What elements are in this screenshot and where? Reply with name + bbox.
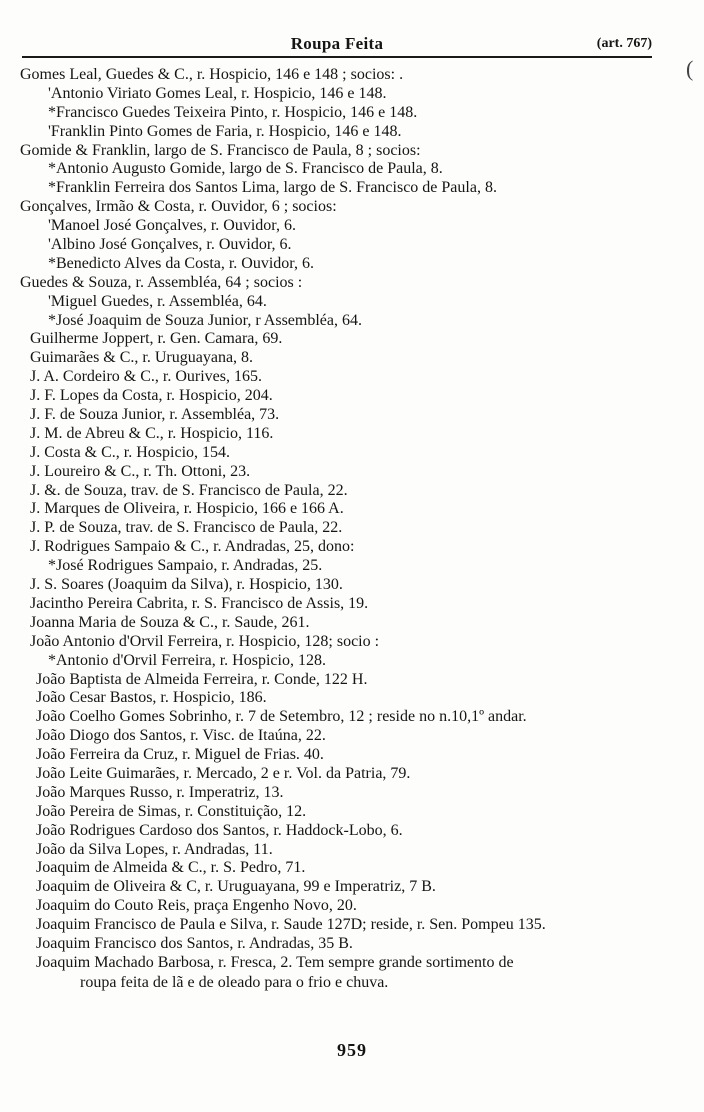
list-item: J. A. Cordeiro & C., r. Ourives, 165. xyxy=(30,368,262,386)
page-header xyxy=(22,32,652,56)
directory-listing xyxy=(0,66,704,993)
article-reference: (art. 767) xyxy=(596,36,652,51)
list-item: Joaquim Francisco de Paula e Silva, r. Saude 127D; reside, r. Sen. Pompeu 135. xyxy=(36,916,546,934)
list-item: 'Miguel Guedes, r. Assembléa, 64. xyxy=(48,292,267,310)
list-item: Gonçalves, Irmão & Costa, r. Ouvidor, 6 ; socios: xyxy=(20,198,337,216)
list-item: Guilherme Joppert, r. Gen. Camara, 69. xyxy=(30,330,283,348)
list-item: J. &. de Souza, trav. de S. Francisco de Paula, 22. xyxy=(30,481,348,499)
list-item: Jacintho Pereira Cabrita, r. S. Francisco de Assis, 19. xyxy=(30,594,369,612)
list-item: Joaquim de Oliveira & C, r. Uruguayana, 99 e Imperatriz, 7 B. xyxy=(36,878,436,896)
list-item: Joaquim de Almeida & C., r. S. Pedro, 71. xyxy=(36,859,306,877)
list-item: 'Manoel José Gonçalves, r. Ouvidor, 6. xyxy=(48,217,296,235)
list-item: Gomide & Franklin, largo de S. Francisco de Paula, 8 ; socios: xyxy=(20,141,421,159)
list-item: Guedes & Souza, r. Assembléa, 64 ; socios : xyxy=(20,273,303,291)
list-item: *Francisco Guedes Teixeira Pinto, r. Hospicio, 146 e 148. xyxy=(48,103,418,121)
list-item: João Marques Russo, r. Imperatriz, 13. xyxy=(36,783,284,801)
list-item: João Antonio d'Orvil Ferreira, r. Hospicio, 128; socio : xyxy=(30,632,380,650)
list-item: João da Silva Lopes, r. Andradas, 11. xyxy=(36,840,273,858)
list-item: João Pereira de Simas, r. Constituição, 12. xyxy=(36,802,307,820)
list-item: *Antonio Augusto Gomide, largo de S. Francisco de Paula, 8. xyxy=(48,160,443,178)
list-item: J. F. de Souza Junior, r. Assembléa, 73. xyxy=(30,406,280,424)
list-item: Gomes Leal, Guedes & C., r. Hospicio, 146 e 148 ; socios: . xyxy=(20,66,404,83)
list-item: João Diogo dos Santos, r. Visc. de Itaúna, 22. xyxy=(36,727,326,745)
list-item: João Coelho Gomes Sobrinho, r. 7 de Setembro, 12 ; reside no n.10,1º andar. xyxy=(36,708,527,726)
list-item: João Leite Guimarães, r. Mercado, 2 e r. Vol. da Patria, 79. xyxy=(36,764,411,782)
list-item: Guimarães & C., r. Uruguayana, 8. xyxy=(30,349,254,367)
header-rule xyxy=(22,56,652,58)
list-item: *Franklin Ferreira dos Santos Lima, largo de S. Francisco de Paula, 8. xyxy=(48,179,497,197)
list-item: Joaquim Francisco dos Santos, r. Andradas, 35 B. xyxy=(36,934,353,952)
margin-mark: ( xyxy=(686,56,694,81)
list-item: J. M. de Abreu & C., r. Hospicio, 116. xyxy=(30,424,274,442)
list-item: 'Antonio Viriato Gomes Leal, r. Hospicio, 146 e 148. xyxy=(48,84,387,102)
list-item: Joaquim do Couto Reis, praça Engenho Novo, 20. xyxy=(36,897,357,915)
list-item: João Cesar Bastos, r. Hospicio, 186. xyxy=(36,689,267,707)
list-item: J. Costa & C., r. Hospicio, 154. xyxy=(30,443,231,461)
list-item: João Baptista de Almeida Ferreira, r. Conde, 122 H. xyxy=(36,670,368,688)
list-item: J. F. Lopes da Costa, r. Hospicio, 204. xyxy=(30,387,273,405)
list-item: J. Marques de Oliveira, r. Hospicio, 166 e 166 A. xyxy=(30,500,344,518)
list-item: João Ferreira da Cruz, r. Miguel de Frias. 40. xyxy=(36,746,324,764)
list-item: J. Loureiro & C., r. Th. Ottoni, 23. xyxy=(30,462,251,480)
list-item: *José Rodrigues Sampaio, r. Andradas, 25. xyxy=(48,557,323,575)
list-item-continuation: roupa feita de lã e de oleado para o frio e chuva. xyxy=(80,973,389,991)
list-item: J. P. de Souza, trav. de S. Francisco de Paula, 22. xyxy=(30,519,343,537)
list-item: 'Franklin Pinto Gomes de Faria, r. Hospicio, 146 e 148. xyxy=(48,122,402,140)
page-number: 959 xyxy=(337,1040,367,1060)
list-item: J. Rodrigues Sampaio & C., r. Andradas, 25, dono: xyxy=(30,538,355,556)
list-item: Joaquim Machado Barbosa, r. Fresca, 2. Tem sempre grande sortimento de xyxy=(36,953,514,971)
list-item: *Benedicto Alves da Costa, r. Ouvidor, 6. xyxy=(48,254,314,272)
list-item: 'Albino José Gonçalves, r. Ouvidor, 6. xyxy=(48,236,292,254)
section-title: Roupa Feita xyxy=(290,34,384,53)
list-item: João Rodrigues Cardoso dos Santos, r. Haddock-Lobo, 6. xyxy=(36,821,403,839)
list-item: J. S. Soares (Joaquim da Silva), r. Hospicio, 130. xyxy=(30,576,343,594)
list-item: Joanna Maria de Souza & C., r. Saude, 261. xyxy=(30,613,310,631)
list-item: *José Joaquim de Souza Junior, r Assembléa, 64. xyxy=(48,311,362,329)
list-item: *Antonio d'Orvil Ferreira, r. Hospicio, 128. xyxy=(48,651,326,669)
